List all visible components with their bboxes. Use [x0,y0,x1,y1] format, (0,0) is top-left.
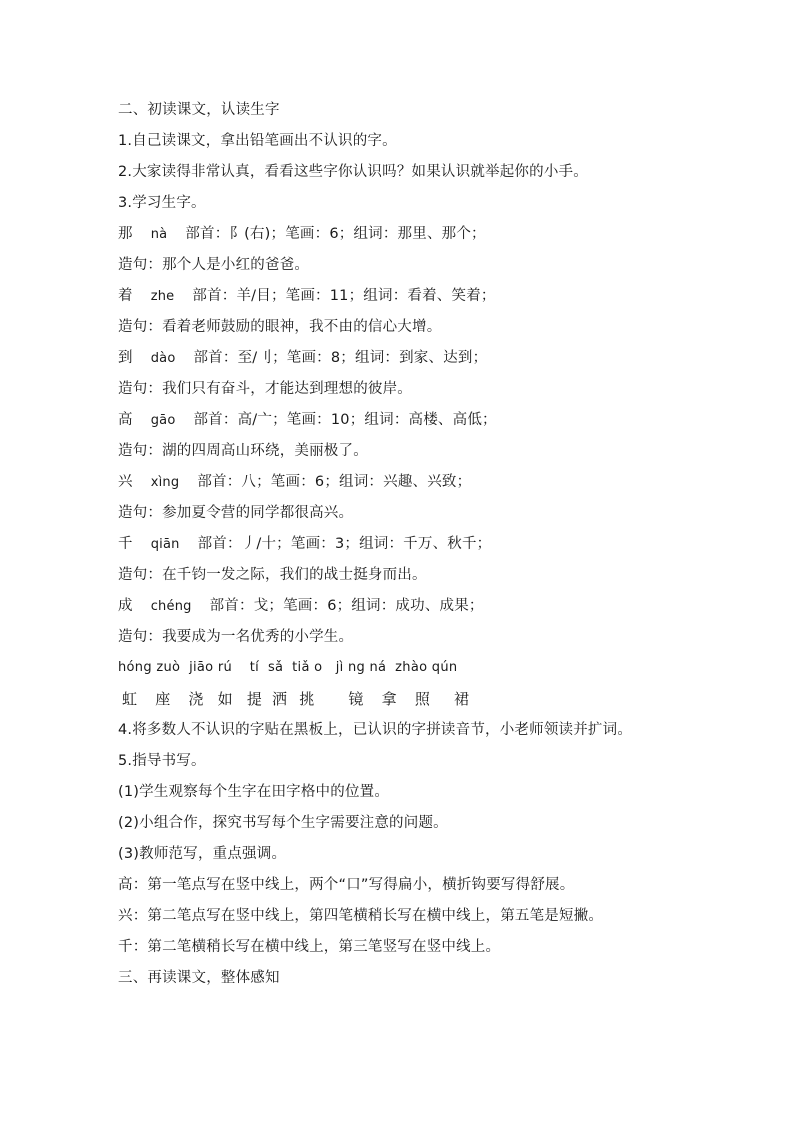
section-heading-2: 二、初读课文，认读生字 [118,102,280,118]
step-4: 4.将多数人不认识的字贴在黑板上，已认识的字拼读音节，小老师领读并扩词。 [118,722,633,738]
char-info: 部首：阝(右)；笔画：6；组词：那里、那个； [185,226,486,242]
char-entry [118,470,718,501]
hanzi: 拿 [381,690,397,708]
char-info: 部首：戈；笔画：6；组词：成功、成果； [209,598,484,614]
char: 到 [118,350,133,366]
char-pinyin: chéng [150,599,192,614]
char-info: 部首：至/刂；笔画：8；组词：到家、达到； [193,350,488,366]
char-pinyin: xìng [150,475,180,490]
char-info: 部首：丿/十；笔画：3；组词：千万、秋千； [197,536,492,552]
char: 着 [118,288,133,304]
writing-note-qian: 千：第二笔横稍长写在横中线上，第三笔竖写在竖中线上。 [118,939,501,955]
char-info: 部首：八；笔画：6；组词：兴趣、兴致； [197,474,472,490]
section-heading-3: 三、再读课文，整体感知 [118,970,280,986]
char-sentence: 造句：我要成为一名优秀的小学生。 [118,629,354,645]
char-pinyin: nà [150,227,168,242]
hanzi: 裙 [454,690,470,708]
lesson-content [118,98,718,997]
hanzi: 座 [155,690,171,708]
char-pinyin: dào [150,351,176,366]
char: 千 [118,536,133,552]
char-entry [118,222,718,253]
hanzi-row [118,687,718,718]
char-sentence: 造句：那个人是小红的爸爸。 [118,257,310,273]
char: 那 [118,226,133,242]
char-sentence: 造句：看着老师鼓励的眼神，我不由的信心大增。 [118,319,442,335]
step-3: 3.学习生字。 [118,195,206,211]
char-entry [118,408,718,439]
writing-note-xing: 兴：第二笔点写在竖中线上，第四笔横稍长写在横中线上，第五笔是短撇。 [118,908,604,924]
char-info: 部首：羊/目；笔画：11；组词：看着、笑着； [192,288,496,304]
hanzi: 照 [414,690,431,708]
hanzi: 如 [217,690,233,708]
hanzi: 挑 [299,690,315,708]
hanzi: 浇 [188,690,204,708]
writing-note-gao: 高：第一笔点写在竖中线上，两个“口”写得扁小，横折钩要写得舒展。 [118,877,575,893]
step-2: 2.大家读得非常认真，看看这些字你认识吗？如果认识就举起你的小手。 [118,164,588,180]
char: 成 [118,598,133,614]
char-entry [118,594,718,625]
char-info: 部首：高/亠；笔画：10；组词：高楼、高低； [193,412,497,428]
char-entry [118,284,718,315]
char: 高 [118,412,133,428]
char-sentence: 造句：湖的四周高山环绕，美丽极了。 [118,443,368,459]
char-entry [118,346,718,377]
hanzi: 提 [246,690,263,708]
step-5: 5.指导书写。 [118,753,206,769]
hanzi: 洒 [272,690,288,708]
sub-step-3: (3)教师范写，重点强调。 [118,846,287,862]
char: 兴 [118,474,133,490]
pinyin-row: hóng zuò jiāo rú tí sǎ tiǎ o jì ng ná zhào qún [118,660,458,675]
sub-step-2: (2)小组合作，探究书写每个生字需要注意的问题。 [118,815,448,831]
char-pinyin: gāo [150,413,176,428]
sub-step-1: (1)学生观察每个生字在田字格中的位置。 [118,784,390,800]
hanzi: 镜 [348,690,364,708]
char-entry [118,532,718,563]
char-sentence: 造句：我们只有奋斗，才能达到理想的彼岸。 [118,381,412,397]
step-1: 1.自己读课文，拿出铅笔画出不认识的字。 [118,133,397,149]
char-pinyin: zhe [150,289,175,304]
char-sentence: 造句：在千钧一发之际，我们的战士挺身而出。 [118,567,427,583]
char-pinyin: qiān [150,537,180,552]
char-sentence: 造句：参加夏令营的同学都很高兴。 [118,505,354,521]
hanzi: 虹 [122,690,138,708]
